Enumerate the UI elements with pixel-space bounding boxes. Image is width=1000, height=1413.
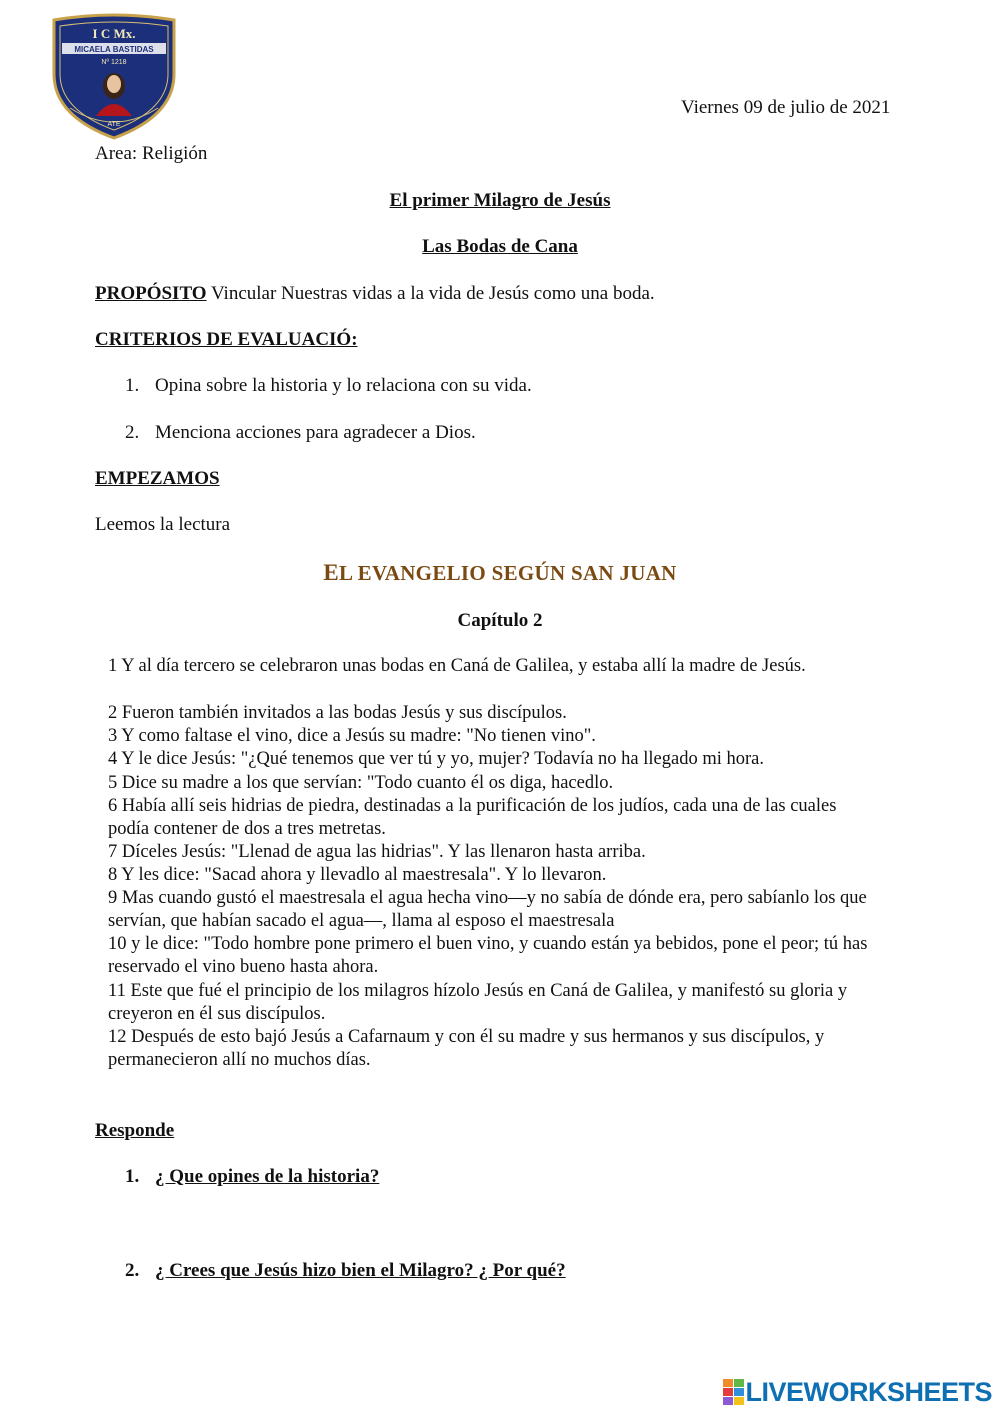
proposito-text: Vincular Nuestras vidas a la vida de Jesús como una boda. [206, 283, 655, 304]
criterio-item [125, 421, 476, 444]
evangelio-title-rest: L EVANGELIO SEGÚN SAN JUAN [338, 561, 677, 585]
liveworksheets-icon [723, 1379, 745, 1405]
criterio-item [125, 374, 532, 397]
area-label: Area: Religión [95, 143, 208, 164]
verse-10: 10 y le dice: "Todo hombre pone primero el buen vino, y cuando están ya bebidos, pone el peor; tú has reservado el vino bueno hasta ahora. [108, 934, 868, 978]
criterio-text: Menciona acciones para agradecer a Dios. [155, 422, 476, 443]
responde-heading: Responde [95, 1120, 175, 1141]
proposito-label: PROPÓSITO [95, 283, 207, 304]
school-crest-logo [48, 12, 180, 140]
title-primer-milagro: El primer Milagro de Jesús [389, 190, 611, 211]
question-number: 2. [125, 1260, 140, 1281]
question-text: ¿ Crees que Jesús hizo bien el Milagro? ¿ Por qué? [155, 1260, 566, 1281]
logo-band-text: MICAELA BASTIDAS [74, 45, 154, 54]
verse-9: 9 Mas cuando gustó el maestresala el agua hecha vino—y no sabía de dónde era, pero sabíanlo los que servían, que habían sacado el agua—, llama al esposo el maestresala [108, 888, 867, 932]
verse-5: 5 Dice su madre a los que servían: "Todo cuanto él os diga, hacedlo. [108, 773, 614, 793]
title-bodas-de-cana: Las Bodas de Cana [422, 236, 578, 257]
chapter-heading: Capítulo 2 [457, 610, 543, 631]
criterio-text: Opina sobre la historia y lo relaciona con su vida. [155, 375, 532, 396]
criterios-heading: CRITERIOS DE EVALUACIÓ: [95, 329, 358, 350]
criterio-number: 2. [125, 422, 140, 443]
verse-4: 4 Y le dice Jesús: "¿Qué tenemos que ver tú y yo, mujer? Todavía no ha llegado mi hora. [108, 749, 764, 769]
criterio-number: 1. [125, 375, 140, 396]
empezamos-heading: EMPEZAMOS [95, 468, 220, 489]
empezamos-text: Leemos la lectura [95, 514, 231, 535]
logo-number-text: Nº 1218 [101, 59, 127, 66]
liveworksheets-wordmark: LIVEWORKSHEETS [745, 1376, 992, 1407]
verse-7: 7 Díceles Jesús: "Llenad de agua las hidrias". Y las llenaron hasta arriba. [108, 842, 646, 862]
verse-6: 6 Había allí seis hidrias de piedra, destinadas a la purificación de los judíos, cada una de las cuales podía contener de dos a tres metretas. [108, 796, 837, 840]
evangelio-title [0, 560, 1000, 586]
verse-11: 11 Este que fué el principio de los milagros hízolo Jesús en Caná de Galilea, y manifestó su gloria y creyeron en él sus discípulos. [108, 981, 848, 1025]
verse-3: 3 Y como faltase el vino, dice a Jesús su madre: "No tienen vino". [108, 726, 596, 746]
verse-8: 8 Y les dice: "Sacad ahora y llevadlo al maestresala". Y lo llevaron. [108, 865, 607, 885]
logo-top-text: I C Mx. [92, 26, 136, 41]
logo-bottom-text: ATE [107, 121, 121, 128]
question-item [125, 1259, 566, 1282]
evangelio-title-initial: E [323, 560, 339, 585]
document-date: Viernes 09 de julio de 2021 [681, 97, 891, 118]
proposito-line [95, 282, 655, 305]
verse-1: 1 Y al día tercero se celebraron unas bodas en Caná de Galilea, y estaba allí la madre de Jesús. [108, 656, 806, 676]
question-item [125, 1165, 379, 1188]
question-number: 1. [125, 1166, 140, 1187]
verse-2: 2 Fueron también invitados a las bodas Jesús y sus discípulos. [108, 703, 567, 723]
liveworksheets-logo [723, 1377, 992, 1407]
question-text: ¿ Que opines de la historia? [155, 1166, 380, 1187]
verse-12: 12 Después de esto bajó Jesús a Cafarnaum y con él su madre y sus hermanos y sus discípulos, y permanecieron allí no muchos días. [108, 1027, 825, 1071]
